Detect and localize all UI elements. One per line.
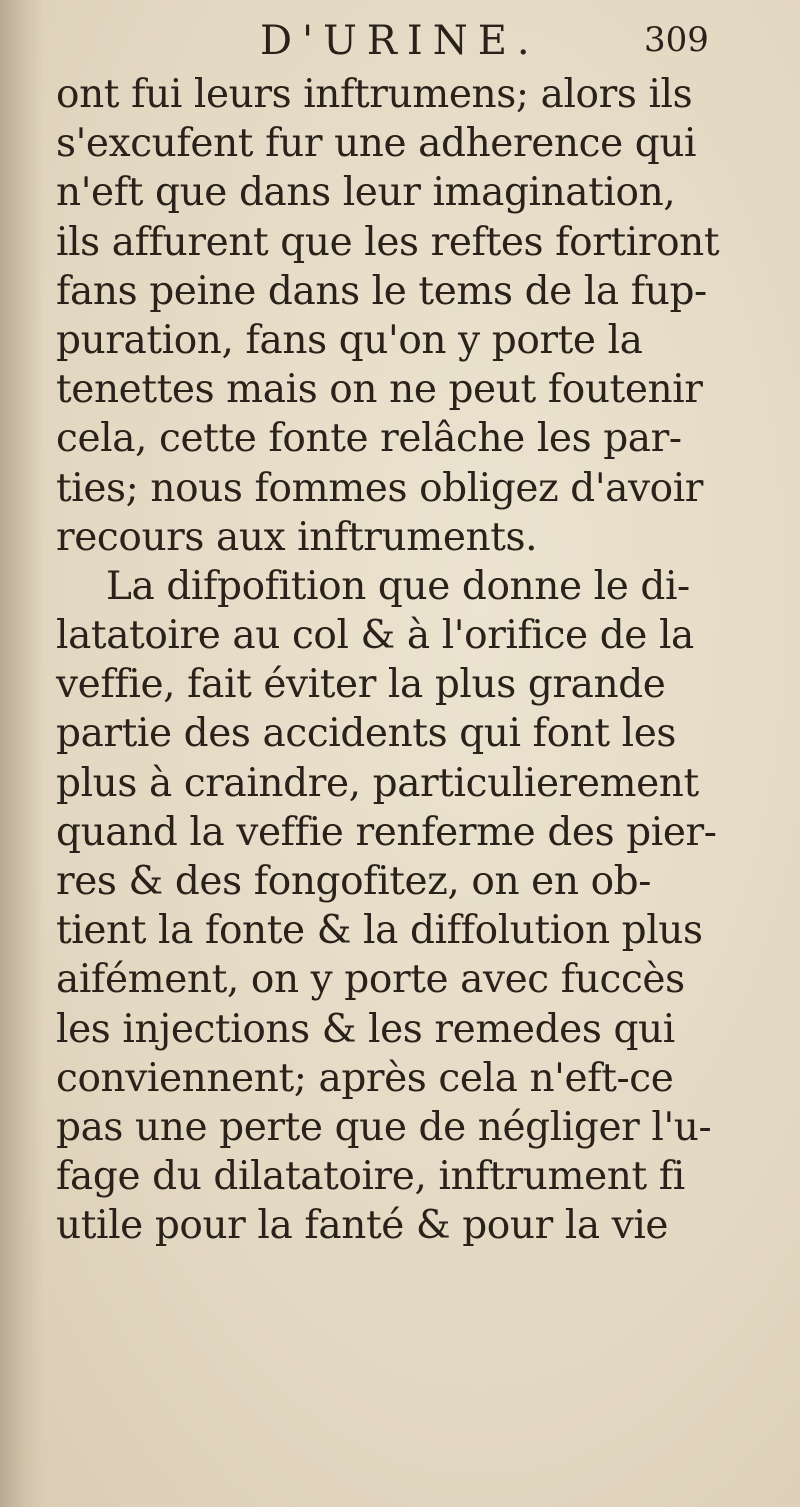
running-title: D'URINE. bbox=[260, 18, 540, 64]
text-line: ties; nous fommes obligez d'avoir bbox=[56, 465, 704, 511]
paragraph-start-line: La difpofition que donne le di- bbox=[106, 563, 690, 609]
text-line: utile pour la fanté & pour la vie bbox=[56, 1203, 669, 1249]
text-line: fage du dilatatoire, inftrument fi bbox=[56, 1154, 685, 1200]
text-line: n'eft que dans leur imagination, bbox=[56, 170, 676, 216]
text-line: veffie, fait éviter la plus grande bbox=[56, 662, 666, 708]
page-header bbox=[0, 18, 800, 68]
text-line: tient la fonte & la diffolution plus bbox=[56, 908, 703, 954]
text-line: plus à craindre, particulierement bbox=[56, 760, 699, 806]
body-text bbox=[56, 70, 776, 1251]
text-line: pas une perte que de négliger l'u- bbox=[56, 1104, 712, 1150]
page-number: 309 bbox=[644, 20, 709, 60]
text-line: quand la veffie renferme des pier- bbox=[56, 809, 717, 855]
text-line: aifément, on y porte avec fuccès bbox=[56, 957, 685, 1003]
text-line: tenettes mais on ne peut foutenir bbox=[56, 367, 703, 413]
text-line: ont fui leurs inftrumens; alors ils bbox=[56, 72, 693, 117]
text-line: recours aux inftruments. bbox=[56, 514, 538, 560]
page-gutter-shadow bbox=[0, 0, 44, 1507]
text-line: s'excufent fur une adherence qui bbox=[56, 121, 697, 167]
text-line: puration, fans qu'on y porte la bbox=[56, 317, 643, 363]
text-line: conviennent; après cela n'eft-ce bbox=[56, 1055, 674, 1101]
text-line: res & des fongofitez, on en ob- bbox=[56, 859, 651, 904]
text-line: partie des accidents qui font les bbox=[56, 711, 677, 757]
text-line: cela, cette fonte relâche les par- bbox=[56, 416, 682, 462]
text-line: fans peine dans le tems de la fup- bbox=[56, 268, 707, 314]
text-line: latatoire au col & à l'orifice de la bbox=[56, 613, 694, 659]
text-line: les injections & les remedes qui bbox=[56, 1006, 675, 1052]
text-line: ils affurent que les reftes fortiront bbox=[56, 219, 720, 265]
